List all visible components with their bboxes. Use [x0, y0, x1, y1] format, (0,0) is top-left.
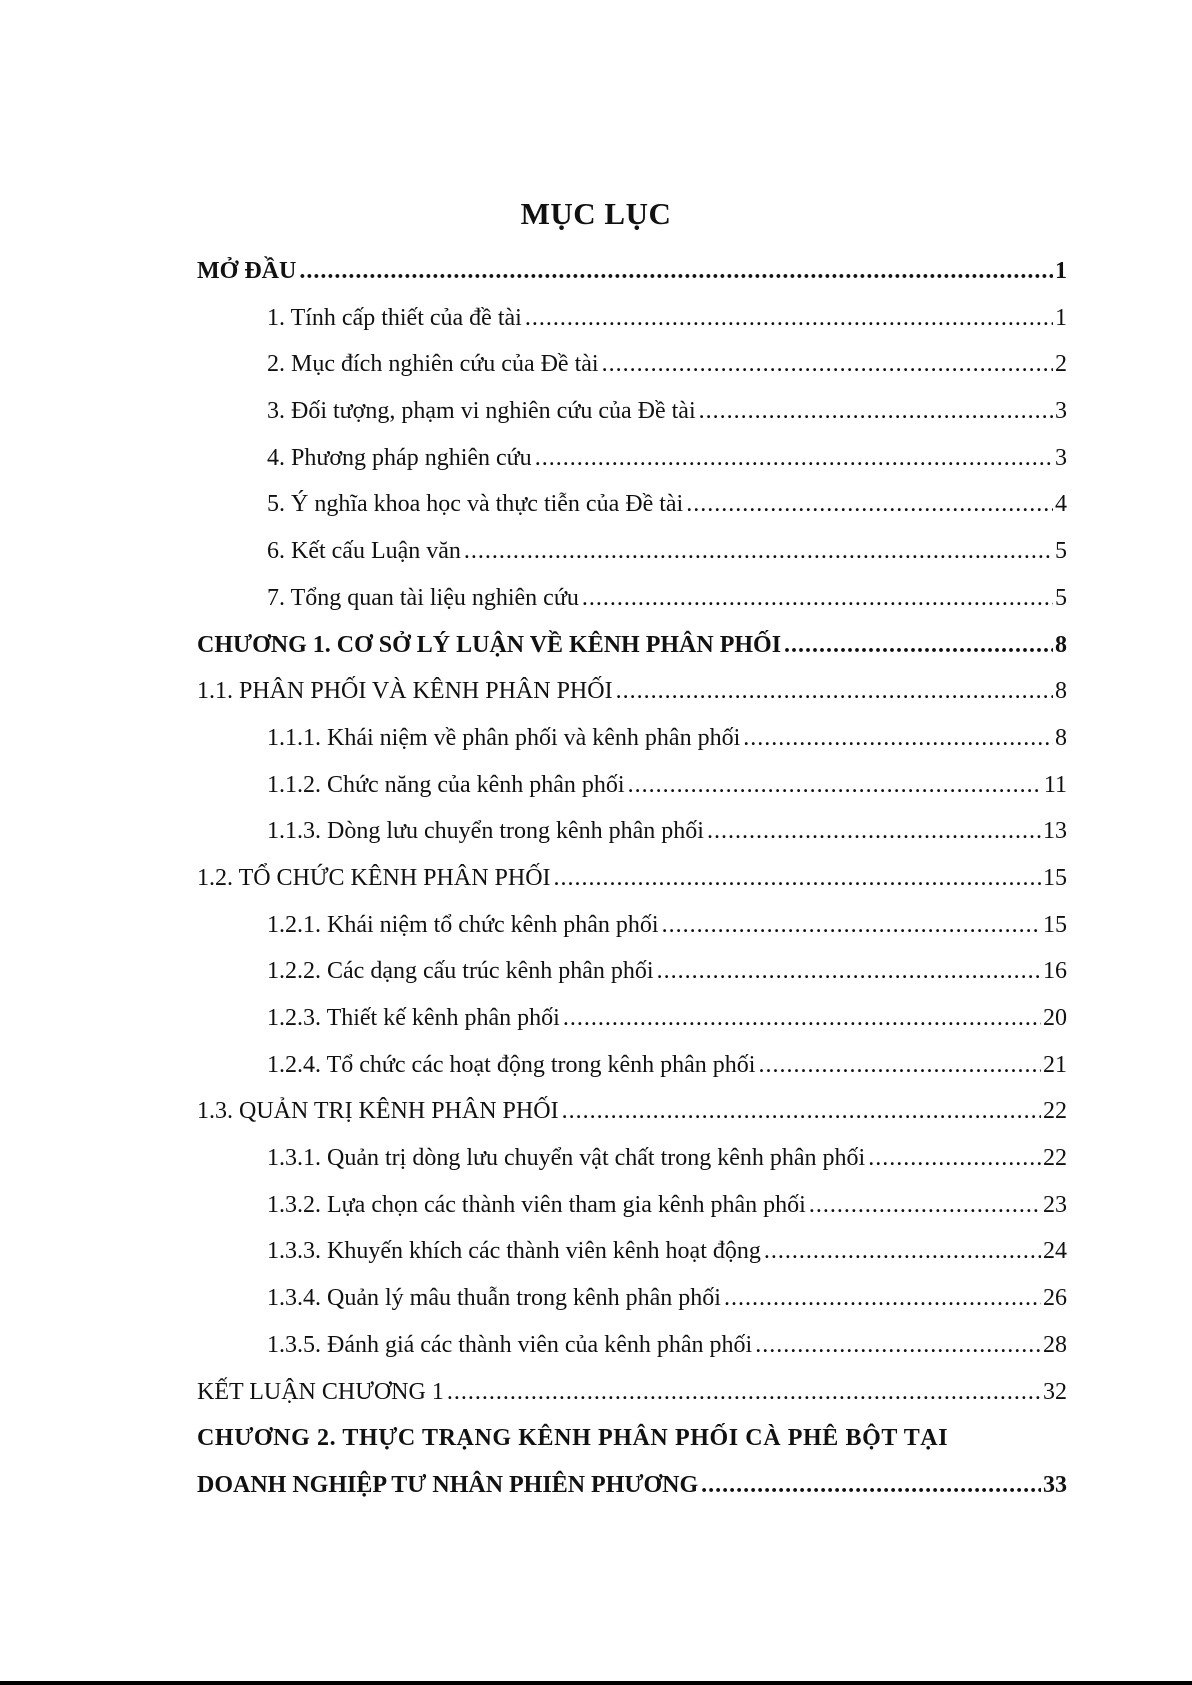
dot-leader [755, 1322, 1041, 1369]
toc-entry-page: 11 [1043, 771, 1067, 798]
dot-leader [764, 1228, 1041, 1275]
dot-leader [616, 668, 1053, 715]
dot-leader [563, 995, 1041, 1042]
toc-entry-page: 1 [1055, 304, 1067, 331]
toc-entry [197, 995, 1067, 1042]
toc-entry [197, 808, 1067, 855]
toc-entry-page: 26 [1043, 1285, 1067, 1312]
toc-entry-label: 1.1.3. Dòng lưu chuyển trong kênh phân phối [267, 818, 704, 845]
toc-entry-page: 3 [1055, 444, 1067, 471]
toc-entry-section [197, 1088, 1067, 1135]
toc-title: MỤC LỤC [520, 196, 672, 231]
toc-entry-page: 21 [1043, 1051, 1067, 1078]
toc-entry-label: 1. Tính cấp thiết của đề tài [267, 304, 522, 331]
toc-entry-label: 1.3.4. Quản lý mâu thuẫn trong kênh phân phối [267, 1285, 721, 1312]
toc-entry-label: 4. Phương pháp nghiên cứu [267, 444, 532, 471]
toc-entry-label: 5. Ý nghĩa khoa học và thực tiễn của Đề tài [267, 491, 684, 518]
toc-entry [197, 388, 1067, 435]
dot-leader [707, 808, 1041, 855]
dot-leader [868, 1135, 1041, 1182]
toc-entry-label: 1.1.2. Chức năng của kênh phân phối [267, 771, 625, 798]
toc-entry-page: 20 [1043, 1005, 1067, 1031]
toc-entry-label: 1.2. TỔ CHỨC KÊNH PHÂN PHỐI [197, 864, 551, 891]
toc-entry-chapter-2-line-1: CHƯƠNG 2. THỰC TRẠNG KÊNH PHÂN PHỐI CÀ PHÊ BỘT TẠI [197, 1425, 949, 1452]
toc-entry-label: 7. Tổng quan tài liệu nghiên cứu [267, 584, 579, 611]
toc-entry [197, 295, 1067, 342]
toc-entry-page: 1 [1055, 258, 1067, 284]
toc-entry-page: 22 [1043, 1098, 1067, 1125]
toc-entry [197, 575, 1067, 622]
dot-leader [628, 762, 1042, 809]
dot-leader [784, 622, 1053, 669]
dot-leader [602, 341, 1053, 388]
toc-entry [197, 902, 1067, 949]
dot-leader [686, 481, 1053, 528]
dot-leader [758, 1042, 1041, 1089]
toc-entry-label: MỞ ĐẦU [197, 258, 297, 284]
toc-entry [197, 1182, 1067, 1229]
dot-leader [447, 1369, 1041, 1416]
toc-entry-label: 1.2.4. Tổ chức các hoạt động trong kênh phân phối [267, 1051, 756, 1078]
dot-leader [525, 295, 1053, 342]
toc-entry-page: 22 [1043, 1145, 1067, 1172]
toc-entry [197, 1275, 1067, 1322]
toc-entry-page: 2 [1055, 351, 1067, 378]
toc-entry [197, 341, 1067, 388]
dot-leader [554, 855, 1041, 902]
toc-entry-label: 1.2.2. Các dạng cấu trúc kênh phân phối [267, 958, 654, 985]
toc-entry [197, 481, 1067, 528]
toc-entry-label: 1.3.5. Đánh giá các thành viên của kênh phân phối [267, 1331, 753, 1358]
toc-entry-page: 28 [1043, 1331, 1067, 1358]
toc-entry-page: 33 [1043, 1471, 1067, 1498]
dot-leader [562, 1088, 1041, 1135]
toc-entry [197, 762, 1067, 809]
toc-entry-label: 1.3.1. Quản trị dòng lưu chuyển vật chất trong kênh phân phối [267, 1145, 866, 1172]
toc-entry-label: 1.1.1. Khái niệm về phân phối và kênh phân phối [267, 724, 741, 751]
toc-entry-section [197, 1369, 1067, 1416]
toc-entry [197, 1042, 1067, 1089]
toc-entry [197, 528, 1067, 575]
toc-entry [197, 1135, 1067, 1182]
table-of-contents [197, 248, 1067, 1509]
toc-entry-label: 1.3. QUẢN TRỊ KÊNH PHÂN PHỐI [197, 1098, 559, 1125]
toc-entry-label: CHƯƠNG 1. CƠ SỞ LÝ LUẬN VỀ KÊNH PHÂN PHỐI [197, 631, 782, 658]
toc-entry-label: 3. Đối tượng, phạm vi nghiên cứu của Đề tài [267, 398, 696, 425]
toc-entry-page: 8 [1055, 678, 1067, 705]
toc-entry-page: 23 [1043, 1191, 1067, 1218]
toc-entry-page: 4 [1055, 491, 1067, 518]
toc-entry-page: 32 [1043, 1378, 1067, 1405]
dot-leader [535, 435, 1053, 482]
toc-entry [197, 1322, 1067, 1369]
dot-leader [743, 715, 1053, 762]
toc-entry-page: 8 [1055, 631, 1067, 658]
toc-entry-label: 1.2.3. Thiết kế kênh phân phối [267, 1005, 560, 1031]
toc-entry-label: 1.1. PHÂN PHỐI VÀ KÊNH PHÂN PHỐI [197, 678, 613, 705]
toc-entry-label: KẾT LUẬN CHƯƠNG 1 [197, 1378, 444, 1405]
dot-leader [699, 388, 1053, 435]
toc-entry-label: 1.3.2. Lựa chọn các thành viên tham gia kênh phân phối [267, 1191, 806, 1218]
dot-leader [657, 948, 1041, 995]
dot-leader [582, 575, 1053, 622]
dot-leader [809, 1182, 1041, 1229]
toc-entry-section [197, 855, 1067, 902]
toc-entry-page: 5 [1055, 584, 1067, 611]
toc-entry-page: 13 [1043, 818, 1067, 845]
toc-entry-chapter-2-line-2 [197, 1462, 1067, 1509]
toc-entry-label: 6. Kết cấu Luận văn [267, 538, 461, 565]
toc-entry-intro [197, 248, 1067, 295]
toc-entry-page: 16 [1043, 958, 1067, 985]
toc-entry [197, 948, 1067, 995]
toc-entry-label: 2. Mục đích nghiên cứu của Đề tài [267, 351, 599, 378]
toc-entry-page: 15 [1043, 864, 1067, 891]
bottom-edge-line [0, 1681, 1192, 1685]
toc-entry-page: 15 [1043, 911, 1067, 938]
toc-entry-page: 8 [1055, 724, 1067, 751]
toc-entry-section [197, 668, 1067, 715]
dot-leader [724, 1275, 1041, 1322]
toc-entry-page: 24 [1043, 1238, 1067, 1265]
dot-leader [464, 528, 1053, 575]
toc-entry-label: DOANH NGHIỆP TƯ NHÂN PHIÊN PHƯƠNG [197, 1471, 699, 1498]
toc-entry-page: 3 [1055, 398, 1067, 425]
toc-entry-label: 1.2.1. Khái niệm tổ chức kênh phân phối [267, 911, 659, 938]
dot-leader [299, 248, 1053, 295]
toc-entry-label: 1.3.3. Khuyến khích các thành viên kênh hoạt động [267, 1238, 761, 1265]
toc-entry-chapter-1 [197, 622, 1067, 669]
toc-entry [197, 435, 1067, 482]
dot-leader [701, 1462, 1041, 1509]
dot-leader [662, 902, 1041, 949]
toc-entry-page: 5 [1055, 538, 1067, 565]
toc-entry [197, 1228, 1067, 1275]
toc-entry [197, 715, 1067, 762]
